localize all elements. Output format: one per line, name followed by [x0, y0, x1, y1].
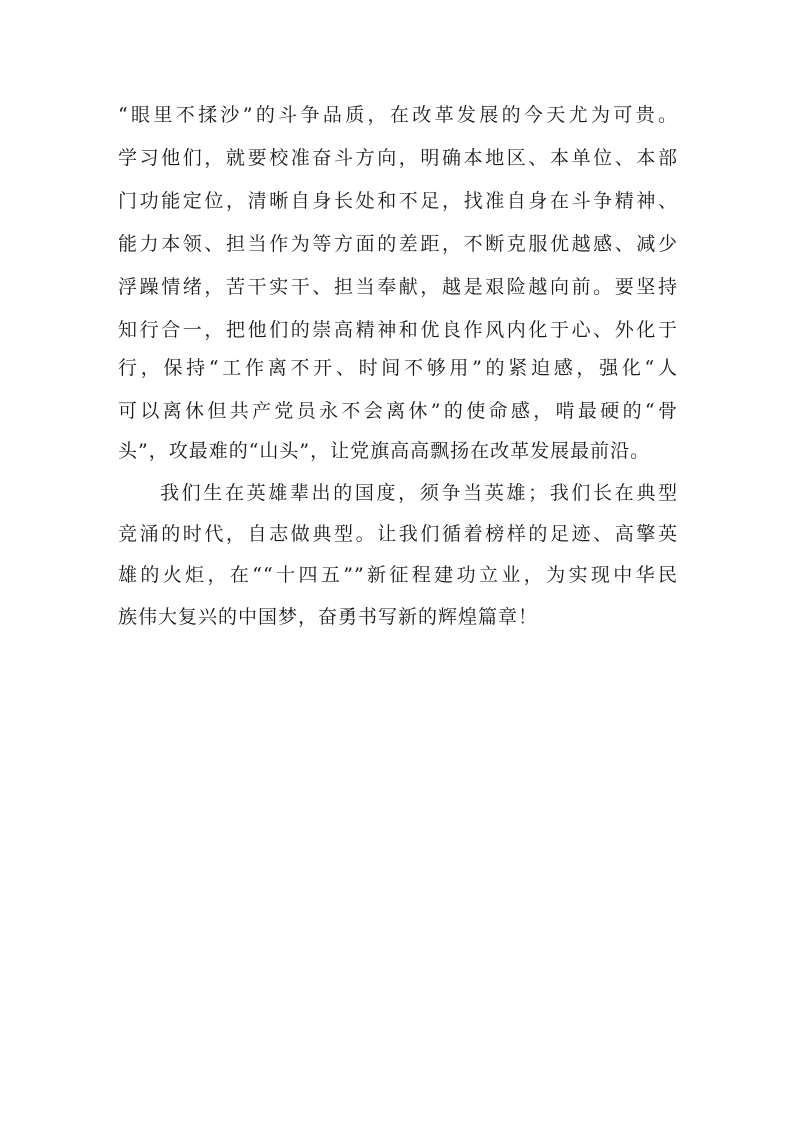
- paragraph-line: 我们生在英雄辈出的国度，须争当英雄；我们长在典型: [160, 482, 678, 504]
- paragraph-line: 行，保持“工作离不开、时间不够用”的紧迫感，强化“人: [118, 357, 678, 379]
- paragraph-line: 族伟大复兴的中国梦，奋勇书写新的辉煌篇章！: [118, 606, 539, 628]
- paragraph-line: 知行合一，把他们的崇高精神和优良作风内化于心、外化于: [118, 319, 678, 341]
- paragraph-line: 学习他们，就要校准奋斗方向，明确本地区、本单位、本部: [118, 147, 678, 169]
- paragraph-line: 雄的火炬，在““十四五””新征程建功立业，为实现中华民: [118, 564, 678, 586]
- paragraph-line: 头”，攻最难的“山头”，让党旗高高飘扬在改革发展最前沿。: [118, 440, 651, 462]
- paragraph-line: 竞涌的时代，自志做典型。让我们循着榜样的足迹、高擎英: [118, 523, 678, 545]
- paragraph-line: 门功能定位，清晰自身长处和不足，找准自身在斗争精神、: [118, 190, 678, 212]
- paragraph-line: 浮躁情绪，苦干实干、担当奉献，越是艰险越向前。要坚持: [118, 276, 678, 298]
- paragraph-line: 可以离休但共产党员永不会离休”的使命感，啃最硬的“骨: [118, 400, 678, 422]
- paragraph-line: “眼里不揉沙”的斗争品质，在改革发展的今天尤为可贵。: [118, 104, 678, 126]
- paragraph-line: 能力本领、担当作为等方面的差距，不断克服优越感、减少: [118, 233, 678, 255]
